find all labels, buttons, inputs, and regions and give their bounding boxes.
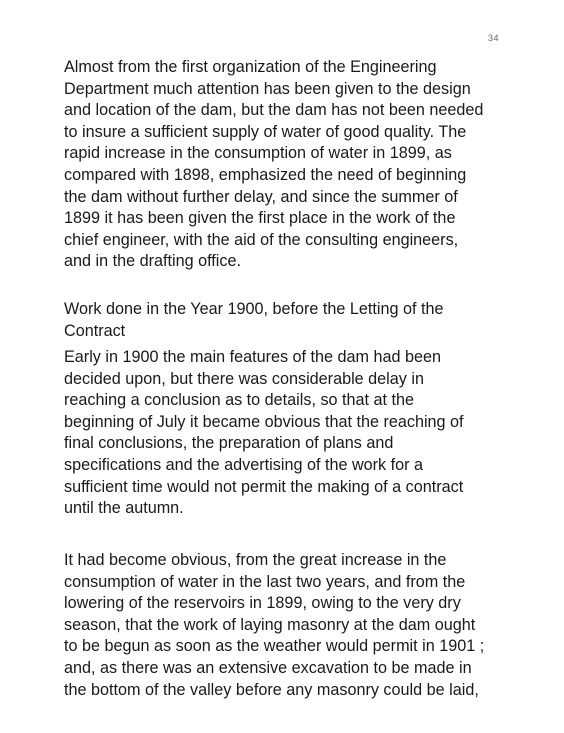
text-line: and location of the dam, but the dam has not been needed [64,101,484,120]
text-line: Early in 1900 the main features of the dam had been [64,348,442,366]
text-line: the dam without further delay, and since the summer of [64,187,458,206]
text-line: final conclusions, the preparation of plans and [64,434,394,453]
heading-line: Contract [64,321,126,340]
text-line: and, as there was an extensive excavation to be made in [64,658,472,677]
text-line: and in the drafting office. [64,252,241,271]
text-line: 1899 it has been given the first place in the work of the [64,209,456,228]
text-line: It had become obvious, from the great increase in the [64,551,447,569]
paragraph-obvious [64,550,484,701]
text-line: the bottom of the valley before any masonry could be laid, [64,680,479,699]
page-number: 34 [488,33,500,43]
heading-line: Work done in the Year 1900, before the Letting of the [64,300,444,318]
paragraph-intro [64,57,483,273]
text-line: until the autumn. [64,499,184,518]
text-line: chief engineer, with the aid of the consulting engineers, [64,230,459,249]
text-line: to be begun as soon as the weather would permit in 1901 ; [64,637,485,656]
text-line: season, that the work of laying masonry at the dam ought [64,615,476,634]
text-line: lowering of the reservoirs in 1899, owing to the very dry [64,594,461,613]
text-line: reaching a conclusion as to details, so that at the [64,391,415,410]
text-line: decided upon, but there was considerable delay in [64,369,424,388]
text-line: beginning of July it became obvious that the reaching of [64,412,464,431]
text-line: rapid increase in the consumption of water in 1899, as [64,144,452,163]
paragraph-work-1900 [64,347,464,520]
text-line: consumption of water in the last two years, and from the [64,572,466,591]
section-heading [64,299,444,342]
text-line: Department much attention has been given to the design [64,79,471,98]
text-line: sufficient time would not permit the making of a contract [64,477,464,496]
text-line: specifications and the advertising of the work for a [64,455,424,474]
text-line: Almost from the first organization of the Engineering [64,58,437,76]
text-line: to insure a sufficient supply of water of good quality. The [64,122,467,141]
text-line: compared with 1898, emphasized the need of beginning [64,165,467,184]
